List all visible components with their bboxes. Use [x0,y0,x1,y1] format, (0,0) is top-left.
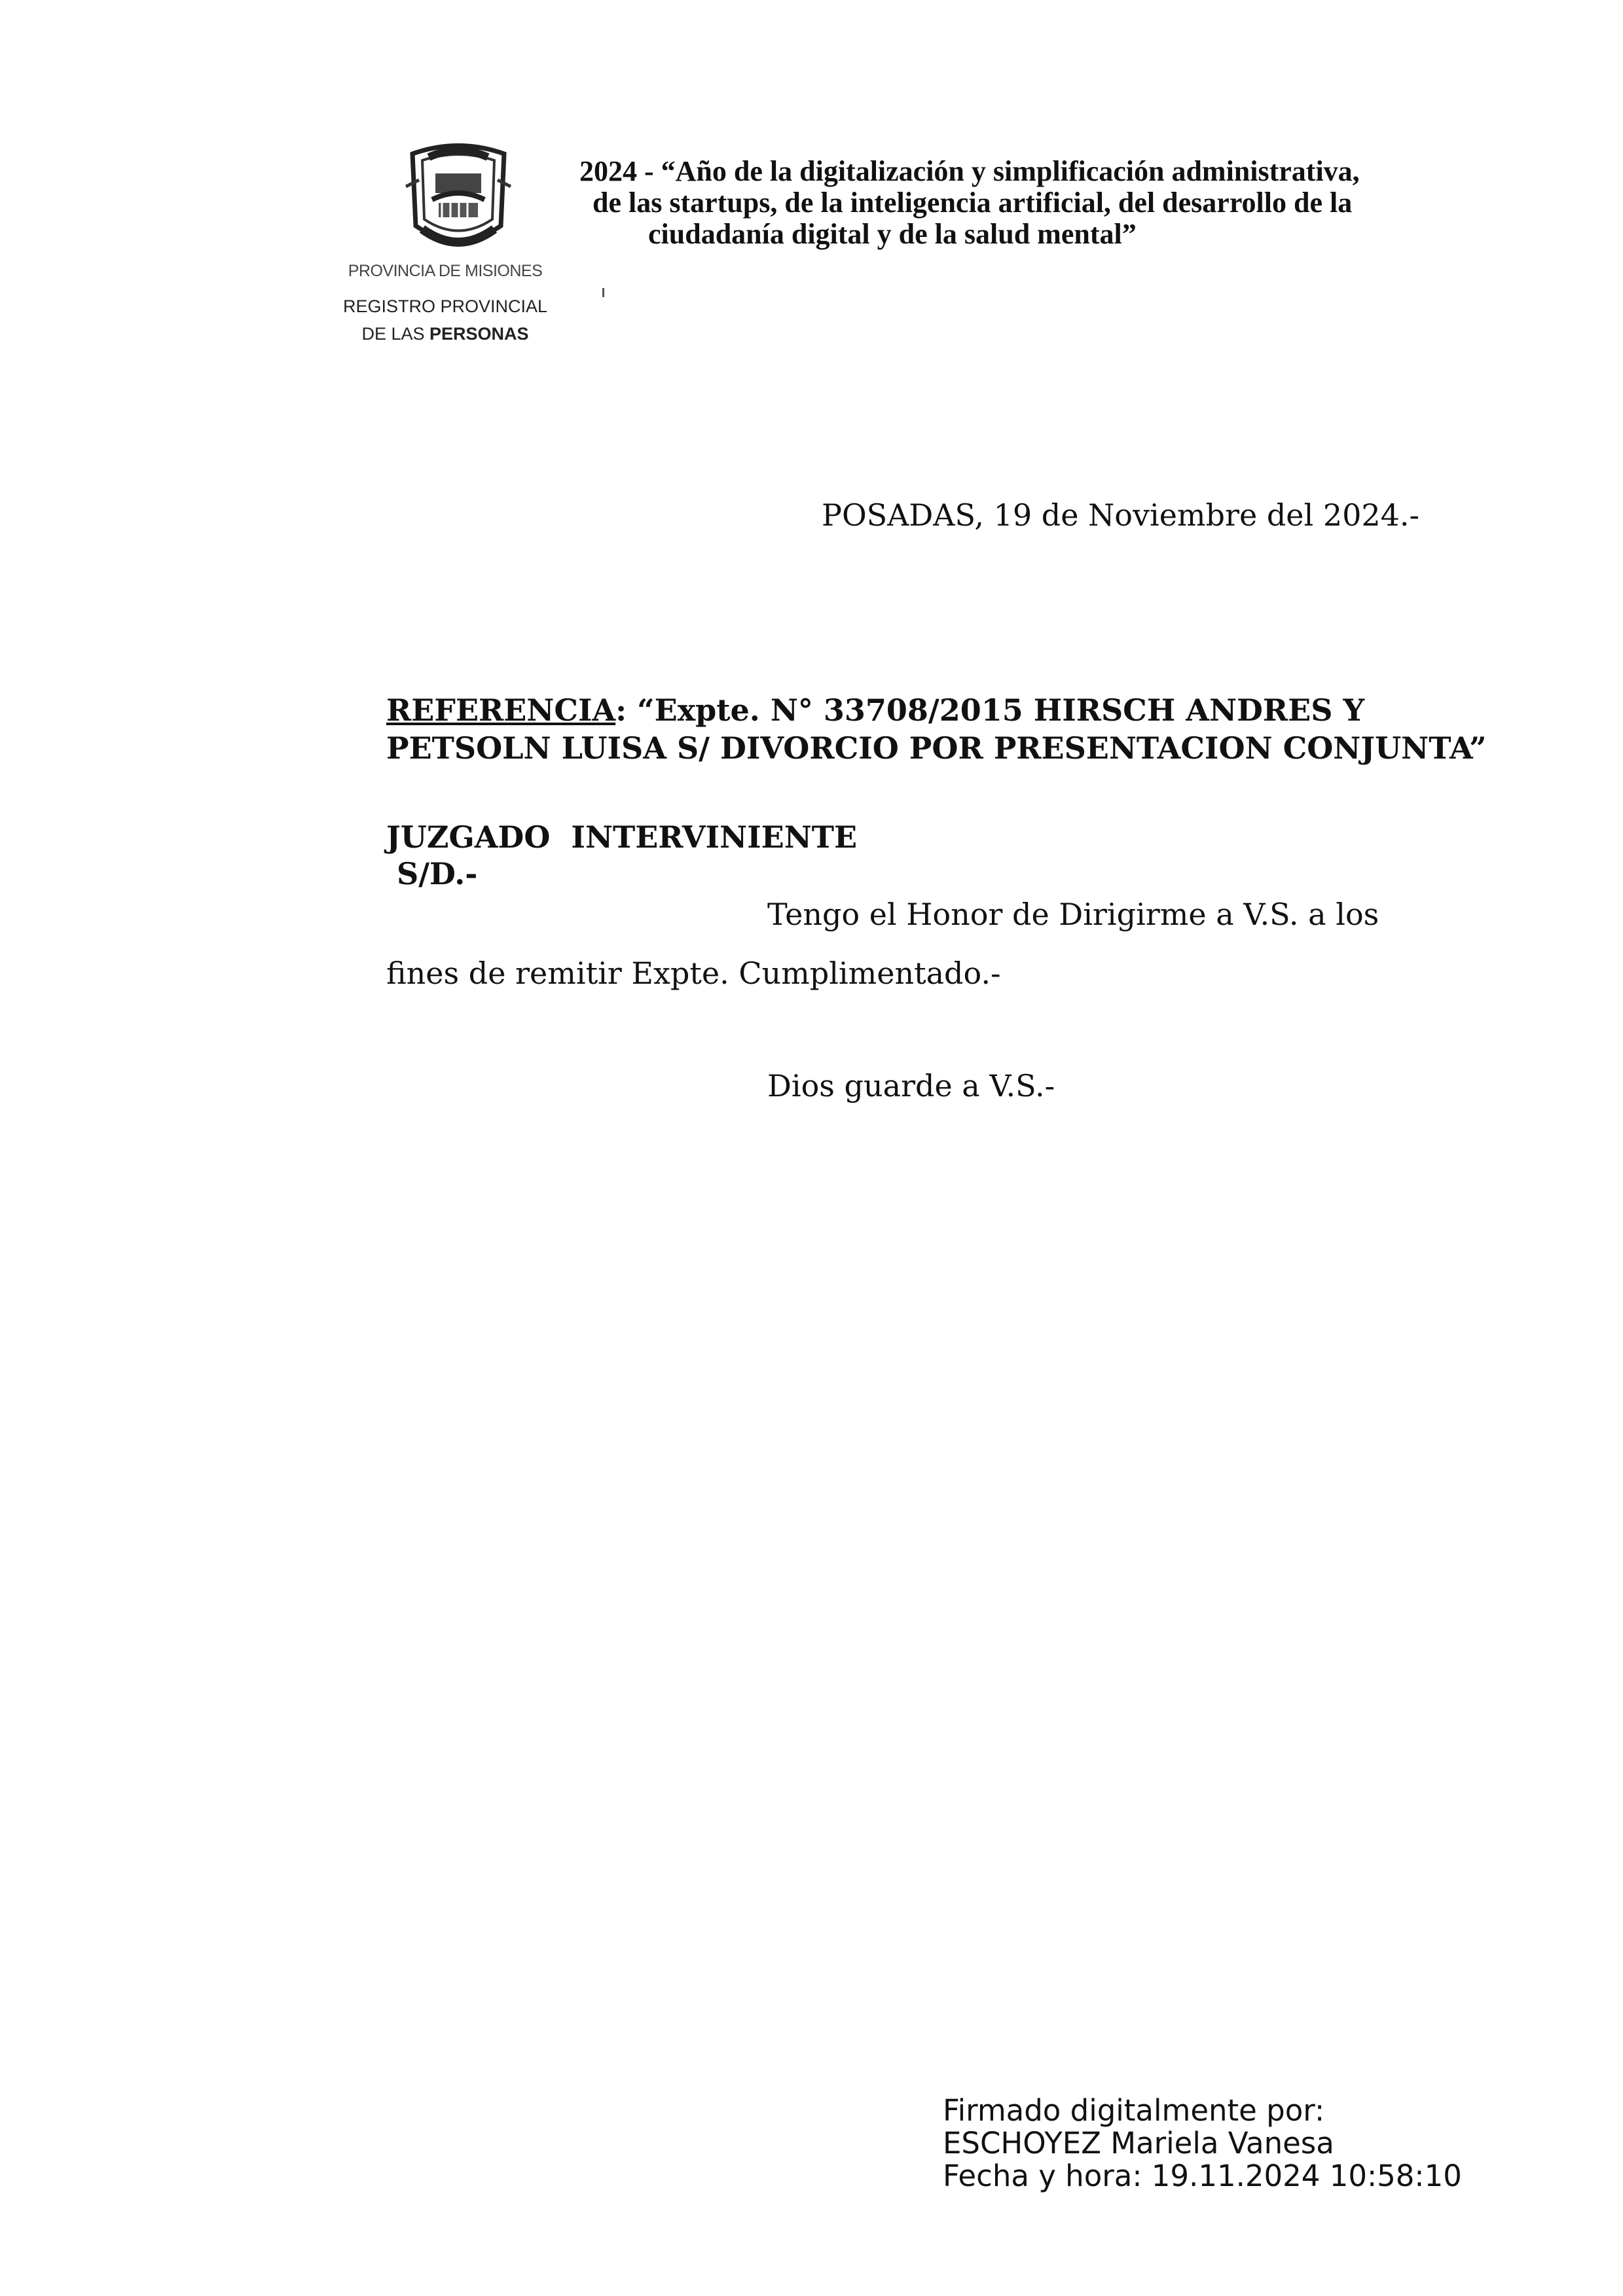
sd-line: S/D.- [397,856,478,891]
motto-line3: ciudadanía digital y de la salud mental” [648,218,1137,250]
motto-line2: de las startups, de la inteligencia artificial, del desarrollo de la [593,187,1353,219]
province-name: PROVINCIA DE MISIONES [348,262,543,280]
paragraph-line1: Tengo el Honor de Dirigirme a V.S. a los [767,897,1379,932]
signature-datetime: Fecha y hora: 19.11.2024 10:58:10 [943,2159,1462,2193]
document-date: POSADAS, 19 de Noviembre del 2024.- [822,497,1420,533]
provincial-seal-logo [393,141,524,259]
registry-line2-bold: PERSONAS [429,324,529,344]
reference-label: REFERENCIA [386,692,616,728]
reference-block [386,691,1499,767]
signature-line1: Firmado digitalmente por: [943,2093,1325,2128]
header-tick-mark [602,288,604,297]
registry-line2 [308,320,583,348]
paragraph-line2: fines de remitir Expte. Cumplimentado.- [386,956,1001,991]
organization-block [308,262,583,348]
motto-line1: 2024 - “Año de la digitalización y simplificación administrativa, [579,155,1360,187]
year-motto [563,156,1493,250]
digital-signature-block [943,2094,1462,2193]
registry-line1: REGISTRO PROVINCIAL [342,296,548,316]
court-recipient: JUZGADO INTERVINIENTE [386,819,858,855]
reference-text: : “Expte. N° 33708/2015 HIRSCH ANDRES Y PETSOLN LUISA S/ DIVORCIO POR PRESENTACION CONJUNTA” [386,692,1487,766]
closing-line: Dios guarde a V.S.- [767,1068,1055,1103]
registry-line2-prefix: DE LAS [361,324,429,344]
signature-signer: ESCHOYEZ Mariela Vanesa [943,2126,1334,2161]
